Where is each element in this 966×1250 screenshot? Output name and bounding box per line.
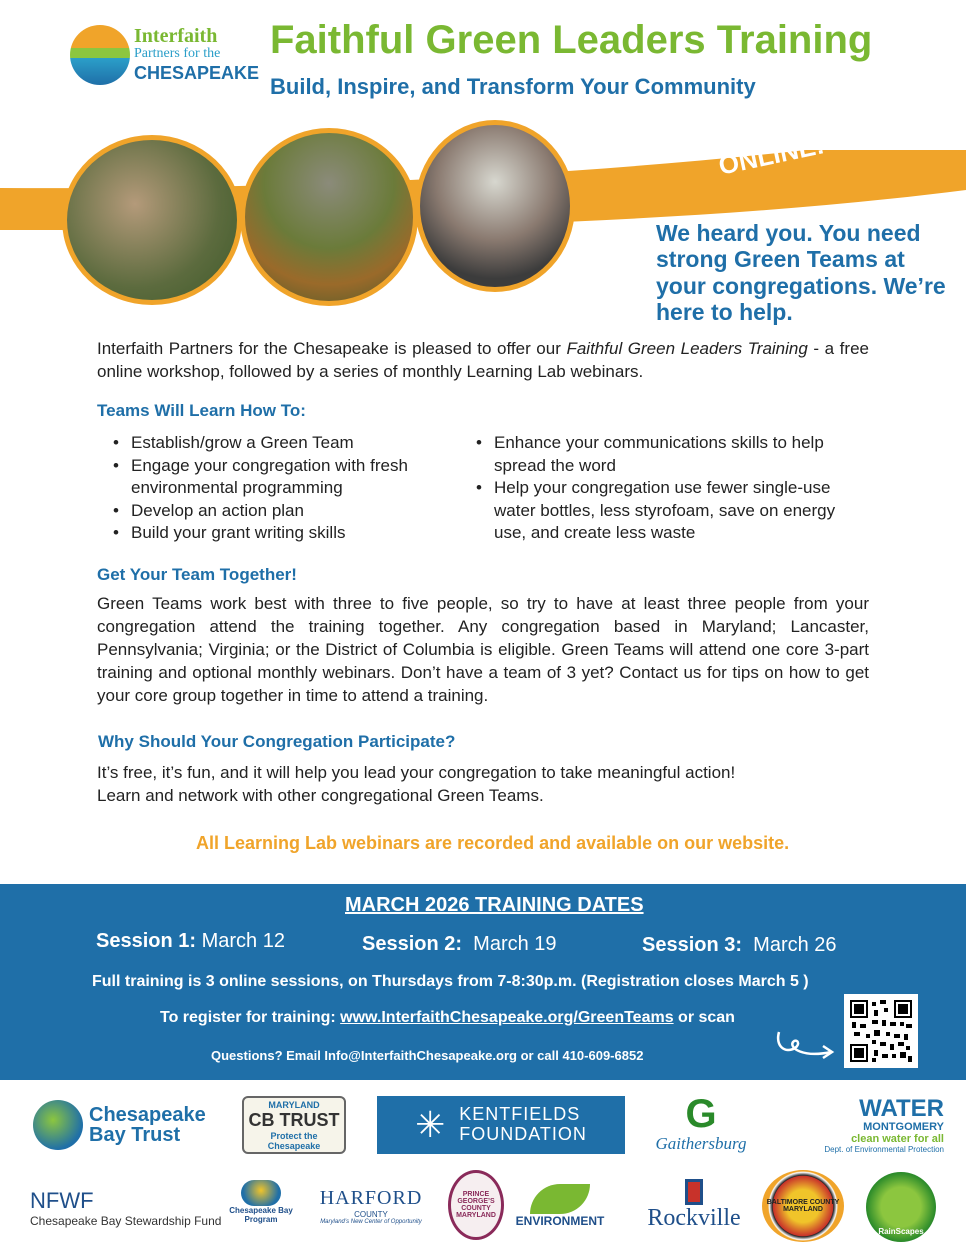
- intro-paragraph: [97, 338, 869, 384]
- harford-county: COUNTY: [354, 1210, 388, 1219]
- register-link[interactable]: www.InterfaithChesapeake.org/GreenTeams: [340, 1009, 674, 1026]
- leaf-icon: [530, 1184, 590, 1214]
- water-tag: clean water for all: [851, 1132, 944, 1145]
- kentfields-foundation-logo: [377, 1096, 625, 1154]
- full-training-info: Full training is 3 online sessions, on Thursdays from 7-8:30p.m. (Registration closes March 5 ): [92, 973, 809, 990]
- page-title: Faithful Green Leaders Training: [270, 18, 873, 62]
- kentfields-line-2: FOUNDATION: [459, 1124, 587, 1144]
- list-item: • Help your congregation use fewer single-use water bottles, less styrofoam, save on energy use, and create less waste: [470, 477, 870, 545]
- rockville-icon: [685, 1179, 703, 1205]
- rainscapes-logo: RainScapes: [866, 1172, 936, 1242]
- session-2-date: March 19: [473, 933, 557, 955]
- plate-state: MARYLAND: [268, 1099, 320, 1110]
- why-line-2: Learn and network with other congregational Green Teams.: [97, 785, 544, 805]
- nfwf-logo: [30, 1180, 230, 1235]
- photo-green-team-garden: [62, 135, 242, 305]
- cbt-text: [89, 1105, 206, 1145]
- rockville-name: Rockville: [647, 1204, 741, 1231]
- gaithersburg-name: Gaithersburg: [655, 1134, 747, 1153]
- env-name: ENVIRONMENT: [515, 1214, 605, 1228]
- learn-list-left: [107, 432, 452, 545]
- heron-icon: [33, 1100, 83, 1150]
- register-line: [160, 1009, 735, 1027]
- session-3-label: Session 3:: [642, 934, 743, 956]
- chesapeake-bay-trust-logo: [33, 1097, 223, 1152]
- session-3-date: March 26: [753, 934, 837, 956]
- learn-heading: Teams Will Learn How To:: [97, 401, 306, 420]
- list-item: • Establish/grow a Green Team: [107, 432, 452, 455]
- chesapeake-bay-program-logo: [224, 1174, 298, 1230]
- session-2: [362, 933, 557, 956]
- page-subtitle: Build, Inspire, and Transform Your Community: [270, 74, 756, 99]
- gaithersburg-tree-icon: G: [685, 1092, 717, 1136]
- webinars-note: All Learning Lab webinars are recorded and available on our website.: [196, 833, 790, 853]
- asterisk-icon: ✳: [415, 1104, 446, 1145]
- logo-line-2: Partners for the: [134, 46, 221, 61]
- photo-church-garden: [240, 128, 418, 306]
- water-sub: MONTGOMERY: [863, 1120, 944, 1133]
- why-heading: Why Should Your Congregation Participate?: [98, 732, 456, 751]
- list-item: • Build your grant writing skills: [107, 522, 452, 545]
- online-label: ONLINE!: [715, 129, 827, 181]
- harford-tag: Maryland’s New Center of Opportunity: [320, 1219, 422, 1225]
- harford-county-logo: [315, 1176, 427, 1236]
- intro-text-1: Interfaith Partners for the Chesapeake is pleased to offer our: [97, 339, 567, 358]
- baltimore-county-seal: BALTIMORE COUNTY MARYLAND: [762, 1170, 844, 1242]
- water-dept: Dept. of Environmental Protection: [824, 1144, 944, 1154]
- session-3: [642, 934, 837, 957]
- plate-tag: Protect the Chesapeake: [267, 1130, 321, 1151]
- logo-line-1: Interfaith: [134, 25, 218, 47]
- nfwf-title: NFWF: [30, 1187, 94, 1213]
- list-item: • Engage your congregation with fresh environmental programming: [107, 455, 452, 500]
- cb-trust-plate-logo: [242, 1096, 346, 1154]
- water-title: WATER: [859, 1094, 944, 1122]
- ipc-logo: [70, 25, 260, 87]
- list-item: • Enhance your communications skills to help spread the word: [470, 432, 870, 477]
- kentfields-line-1: KENTFIELDS: [459, 1104, 581, 1125]
- bay-program-icon: [241, 1180, 281, 1206]
- prince-georges-seal: PRINCE GEORGE’S COUNTY MARYLAND: [448, 1170, 504, 1240]
- why-paragraph: [97, 762, 869, 808]
- team-heading: Get Your Team Together!: [97, 565, 297, 584]
- cbt-line-1: Chesapeake: [89, 1103, 206, 1126]
- photo-group-with-sign: [415, 120, 575, 292]
- water-montgomery-logo: [786, 1090, 944, 1160]
- qr-code[interactable]: [844, 994, 918, 1068]
- training-dates-band: [0, 884, 966, 1080]
- harford-title: HARFORD: [319, 1187, 423, 1209]
- cbt-line-2: Bay Trust: [89, 1123, 181, 1146]
- questions-line: Questions? Email Info@InterfaithChesapeake.org or call 410-609-6852: [211, 1048, 644, 1063]
- sponsor-logos: [0, 1082, 966, 1250]
- list-item: • Develop an action plan: [107, 500, 452, 523]
- plate-text: CB TRUST: [248, 1109, 340, 1130]
- kentfields-text: [459, 1105, 587, 1145]
- rockville-logo: [640, 1174, 748, 1236]
- register-suffix: or scan: [673, 1009, 735, 1026]
- team-paragraph: Green Teams work best with three to five people, so try to have at least three people from your congregation attend the training together. Any congregation based in Maryland; Lancaster, Pennsylvania; Virginia; or the District of Columbia is eligible. Green Teams will attend one core 3-part training and optional monthly webinars. Don’t have a team of 3 yet? Contact us for tips on how to get your core group together in time to attend a training.: [97, 594, 869, 705]
- dates-title: MARCH 2026 TRAINING DATES: [345, 894, 644, 916]
- ipc-logo-icon: [70, 25, 130, 85]
- curved-arrow-icon: [775, 1024, 837, 1064]
- nfwf-sub: Chesapeake Bay Stewardship Fund: [30, 1213, 222, 1228]
- session-1-date: March 12: [201, 930, 285, 952]
- session-1-label: Session 1:: [96, 930, 197, 952]
- qr-code-icon: [848, 998, 914, 1064]
- logo-line-3: CHESAPEAKE: [134, 63, 260, 83]
- cbp-name: Chesapeake Bay Program: [229, 1206, 293, 1224]
- photo-sign-text: [420, 257, 570, 277]
- heard-you-callout: We heard you. You need strong Green Teams at your congregations. We’re here to help.: [656, 220, 946, 326]
- gaithersburg-logo: [645, 1088, 757, 1160]
- intro-text-2: - a free online workshop, followed by a series of monthly Learning Lab webinars.: [97, 339, 869, 381]
- intro-training-name: Faithful Green Leaders Training: [566, 339, 808, 358]
- session-2-label: Session 2:: [362, 933, 463, 955]
- learn-list-right: [470, 432, 870, 545]
- pg-environment-logo: [510, 1176, 610, 1236]
- session-1: [96, 930, 285, 953]
- why-line-1: It’s free, it’s fun, and it will help you lead your congregation to take meaningful action!: [97, 763, 736, 782]
- register-prefix: To register for training:: [160, 1009, 341, 1026]
